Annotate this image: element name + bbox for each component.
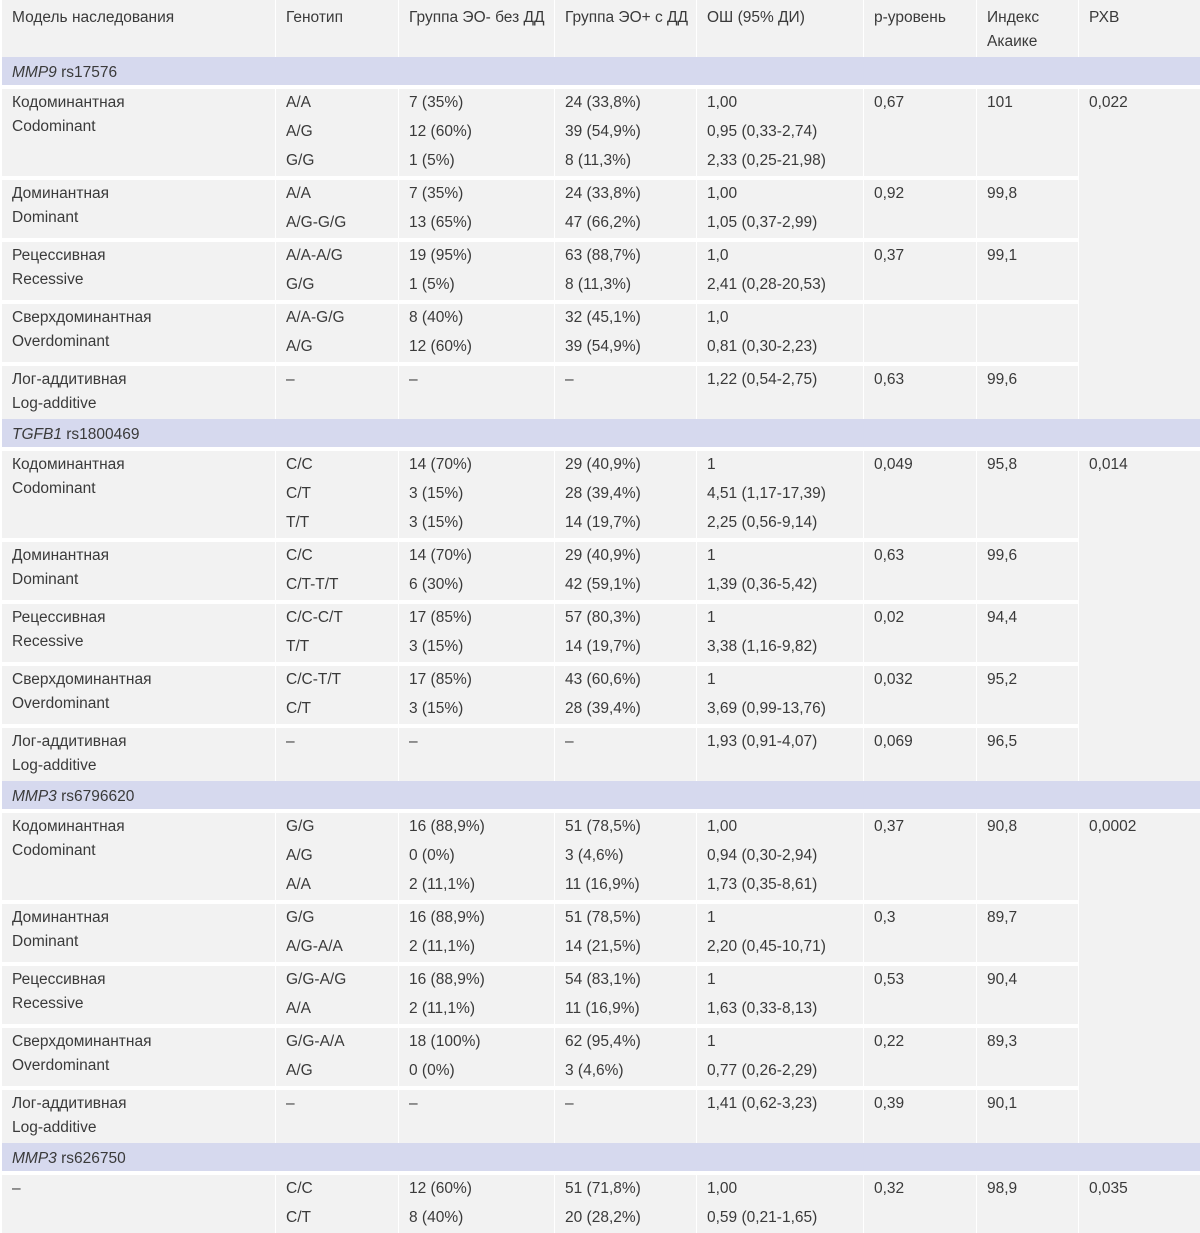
group2-value: 47 (66,2%) — [555, 209, 697, 238]
header-aic: Индекс Акаике — [977, 0, 1079, 57]
table-body — [2, 0, 1200, 1233]
aic-value: 90,1 — [977, 1086, 1079, 1143]
model-name-ru: Сверхдоминантная — [12, 1033, 152, 1050]
model-name — [2, 538, 276, 600]
genotype: A/G — [276, 333, 399, 362]
group1-value: 12 (60%) — [399, 333, 555, 362]
genotype: C/T — [276, 1204, 399, 1233]
model-name — [2, 600, 276, 662]
odds-ratio: 2,20 (0,45-10,71) — [697, 933, 864, 962]
model-name — [2, 962, 276, 1024]
odds-ratio: 1,63 (0,33-8,13) — [697, 995, 864, 1024]
model-name — [2, 900, 276, 962]
aic-value: 99,6 — [977, 538, 1079, 600]
table-row — [2, 176, 1200, 209]
group2-value: 14 (19,7%) — [555, 633, 697, 662]
aic-value: 99,6 — [977, 362, 1079, 419]
group2-value: 8 (11,3%) — [555, 271, 697, 300]
model-name-en: Log-additive — [12, 757, 97, 774]
genotype: C/T — [276, 695, 399, 724]
aic-value: 94,4 — [977, 600, 1079, 662]
odds-ratio: 0,77 (0,26-2,29) — [697, 1057, 864, 1086]
odds-ratio: 1,0 — [697, 238, 864, 271]
p-value: 0,37 — [864, 809, 977, 900]
genotype: C/C — [276, 538, 399, 571]
p-value: 0,02 — [864, 600, 977, 662]
p-value: 0,032 — [864, 662, 977, 724]
group2-value: 57 (80,3%) — [555, 600, 697, 633]
p-value: 0,67 — [864, 85, 977, 176]
model-name-ru: Лог-аддитивная — [12, 371, 127, 388]
model-name — [2, 662, 276, 724]
group2-value: 29 (40,9%) — [555, 447, 697, 480]
p-value: 0,92 — [864, 176, 977, 238]
aic-value — [977, 300, 1079, 362]
odds-ratio: 2,41 (0,28-20,53) — [697, 271, 864, 300]
header-model: Модель наследования — [2, 0, 276, 57]
section-row — [2, 1143, 1200, 1171]
group1-value: 3 (15%) — [399, 695, 555, 724]
model-name-en: Recessive — [12, 633, 84, 650]
section-row — [2, 57, 1200, 85]
model-name — [2, 724, 276, 781]
genotype: G/G — [276, 271, 399, 300]
odds-ratio: 1 — [697, 662, 864, 695]
pxv-value: 0,022 — [1079, 85, 1200, 419]
snp-id: rs6796620 — [56, 788, 135, 805]
group1-value: 2 (11,1%) — [399, 995, 555, 1024]
group1-value: – — [399, 1086, 555, 1143]
table-row — [2, 600, 1200, 633]
group2-value: 14 (19,7%) — [555, 509, 697, 538]
section-row — [2, 419, 1200, 447]
genotype: C/T-T/T — [276, 571, 399, 600]
genotype: G/G-A/A — [276, 1024, 399, 1057]
group1-value: 16 (88,9%) — [399, 962, 555, 995]
odds-ratio: 1 — [697, 538, 864, 571]
group1-value: 7 (35%) — [399, 176, 555, 209]
gene-name: TGFB1 — [12, 426, 62, 443]
model-name-ru: Кодоминантная — [12, 818, 125, 835]
group2-value: 54 (83,1%) — [555, 962, 697, 995]
genotype: A/G — [276, 1057, 399, 1086]
aic-value: 89,3 — [977, 1024, 1079, 1086]
genotype: C/C-C/T — [276, 600, 399, 633]
genotype: A/A — [276, 871, 399, 900]
header-row — [2, 0, 1200, 57]
model-name-ru: Сверхдоминантная — [12, 671, 152, 688]
model-name-ru: Лог-аддитивная — [12, 733, 127, 750]
model-name — [2, 238, 276, 300]
snp-id: rs17576 — [56, 64, 118, 81]
table-row — [2, 809, 1200, 842]
section-row — [2, 781, 1200, 809]
p-value: 0,53 — [864, 962, 977, 1024]
model-name-ru: Кодоминантная — [12, 94, 125, 111]
table-row — [2, 900, 1200, 933]
p-value: 0,3 — [864, 900, 977, 962]
aic-value: 95,2 — [977, 662, 1079, 724]
gene-name: MMP3 — [12, 788, 57, 805]
odds-ratio: 1 — [697, 962, 864, 995]
group1-value: 0 (0%) — [399, 842, 555, 871]
genotype: – — [276, 724, 399, 781]
model-name-ru: Кодоминантная — [12, 456, 125, 473]
model-name-en: Dominant — [12, 571, 79, 588]
aic-value: 101 — [977, 85, 1079, 176]
genotype: G/G-A/G — [276, 962, 399, 995]
genotype: C/C — [276, 1171, 399, 1204]
odds-ratio: 1,93 (0,91-4,07) — [697, 724, 864, 781]
group2-value: 42 (59,1%) — [555, 571, 697, 600]
group1-value: 3 (15%) — [399, 633, 555, 662]
odds-ratio: 1,00 — [697, 1171, 864, 1204]
model-name — [2, 1171, 276, 1233]
model-name-ru: – — [12, 1180, 21, 1197]
model-name-en: Codominant — [12, 842, 96, 859]
genotype: A/G-G/G — [276, 209, 399, 238]
odds-ratio: 3,38 (1,16-9,82) — [697, 633, 864, 662]
group2-value: 14 (21,5%) — [555, 933, 697, 962]
table-row — [2, 1086, 1200, 1143]
aic-value: 90,4 — [977, 962, 1079, 1024]
genotype: A/G-A/A — [276, 933, 399, 962]
group2-value: 51 (78,5%) — [555, 809, 697, 842]
genotype: G/G — [276, 147, 399, 176]
model-name-ru: Доминантная — [12, 547, 110, 564]
group1-value: 16 (88,9%) — [399, 900, 555, 933]
section-title — [2, 419, 1200, 447]
group2-value: 20 (28,2%) — [555, 1204, 697, 1233]
odds-ratio: 2,25 (0,56-9,14) — [697, 509, 864, 538]
table-row — [2, 85, 1200, 118]
group1-value: 3 (15%) — [399, 480, 555, 509]
aic-value: 90,8 — [977, 809, 1079, 900]
group2-value: 8 (11,3%) — [555, 147, 697, 176]
pxv-value: 0,035 — [1079, 1171, 1200, 1233]
group1-value: 16 (88,9%) — [399, 809, 555, 842]
group2-value: 28 (39,4%) — [555, 695, 697, 724]
odds-ratio: 1,22 (0,54-2,75) — [697, 362, 864, 419]
group2-value: 28 (39,4%) — [555, 480, 697, 509]
p-value: 0,069 — [864, 724, 977, 781]
header-or: ОШ (95% ДИ) — [697, 0, 864, 57]
header-genotype: Генотип — [276, 0, 399, 57]
genotype: – — [276, 362, 399, 419]
odds-ratio: 0,95 (0,33-2,74) — [697, 118, 864, 147]
group2-value: 24 (33,8%) — [555, 85, 697, 118]
genotype: A/G — [276, 842, 399, 871]
odds-ratio: 1,39 (0,36-5,42) — [697, 571, 864, 600]
group1-value: – — [399, 724, 555, 781]
group1-value: 19 (95%) — [399, 238, 555, 271]
snp-id: rs1800469 — [61, 426, 140, 443]
odds-ratio: 4,51 (1,17-17,39) — [697, 480, 864, 509]
section-title — [2, 1143, 1200, 1171]
pxv-value: 0,014 — [1079, 447, 1200, 781]
p-value: 0,32 — [864, 1171, 977, 1233]
model-name-en: Log-additive — [12, 1119, 97, 1136]
table-row — [2, 962, 1200, 995]
genotype: – — [276, 1086, 399, 1143]
group1-value: 1 (5%) — [399, 147, 555, 176]
model-name-en: Overdominant — [12, 333, 110, 350]
model-name-en: Codominant — [12, 480, 96, 497]
odds-ratio: 1,41 (0,62-3,23) — [697, 1086, 864, 1143]
genotype: A/G — [276, 118, 399, 147]
table-row — [2, 300, 1200, 333]
group2-value: 51 (78,5%) — [555, 900, 697, 933]
group2-value: 63 (88,7%) — [555, 238, 697, 271]
group2-value: 3 (4,6%) — [555, 1057, 697, 1086]
genotype: A/A — [276, 85, 399, 118]
model-name — [2, 300, 276, 362]
section-title — [2, 781, 1200, 809]
group1-value: 1 (5%) — [399, 271, 555, 300]
model-name — [2, 176, 276, 238]
model-name-ru: Сверхдоминантная — [12, 309, 152, 326]
odds-ratio: 1 — [697, 900, 864, 933]
model-name-ru: Рецессивная — [12, 609, 106, 626]
p-value: 0,22 — [864, 1024, 977, 1086]
model-name-en: Recessive — [12, 271, 84, 288]
odds-ratio: 0,59 (0,21-1,65) — [697, 1204, 864, 1233]
aic-value: 98,9 — [977, 1171, 1079, 1233]
genotype: A/A-A/G — [276, 238, 399, 271]
group2-value: 24 (33,8%) — [555, 176, 697, 209]
model-name-ru: Рецессивная — [12, 247, 106, 264]
group2-value: – — [555, 1086, 697, 1143]
table-row — [2, 1024, 1200, 1057]
aic-value: 99,1 — [977, 238, 1079, 300]
p-value: 0,63 — [864, 362, 977, 419]
gene-name: MMP9 — [12, 64, 57, 81]
genotype: C/C-T/T — [276, 662, 399, 695]
model-name-en: Dominant — [12, 209, 79, 226]
odds-ratio: 1,00 — [697, 85, 864, 118]
odds-ratio: 1 — [697, 447, 864, 480]
group2-value: – — [555, 724, 697, 781]
aic-value: 89,7 — [977, 900, 1079, 962]
model-name-ru: Рецессивная — [12, 971, 106, 988]
model-name-en: Overdominant — [12, 695, 110, 712]
aic-value: 96,5 — [977, 724, 1079, 781]
group2-value: 39 (54,9%) — [555, 118, 697, 147]
group2-value: 43 (60,6%) — [555, 662, 697, 695]
genetic-models-table — [2, 0, 1200, 1233]
p-value: 0,39 — [864, 1086, 977, 1143]
odds-ratio: 1,05 (0,37-2,99) — [697, 209, 864, 238]
header-group2: Группа ЭО+ с ДД — [555, 0, 697, 57]
model-name — [2, 362, 276, 419]
p-value: 0,63 — [864, 538, 977, 600]
model-name-en: Dominant — [12, 933, 79, 950]
group1-value: 17 (85%) — [399, 662, 555, 695]
odds-ratio: 0,81 (0,30-2,23) — [697, 333, 864, 362]
snp-id: rs626750 — [56, 1150, 126, 1167]
genotype: A/A-G/G — [276, 300, 399, 333]
genotype: C/C — [276, 447, 399, 480]
group1-value: 2 (11,1%) — [399, 933, 555, 962]
group1-value: 18 (100%) — [399, 1024, 555, 1057]
group2-value: 3 (4,6%) — [555, 842, 697, 871]
group1-value: 14 (70%) — [399, 447, 555, 480]
model-name-en: Log-additive — [12, 395, 97, 412]
aic-value: 99,8 — [977, 176, 1079, 238]
header-group1: Группа ЭО- без ДД — [399, 0, 555, 57]
group1-value: – — [399, 362, 555, 419]
group2-value: 29 (40,9%) — [555, 538, 697, 571]
group2-value: 32 (45,1%) — [555, 300, 697, 333]
aic-value: 95,8 — [977, 447, 1079, 538]
group2-value: – — [555, 362, 697, 419]
table-row — [2, 238, 1200, 271]
model-name — [2, 1086, 276, 1143]
model-name-ru: Доминантная — [12, 909, 110, 926]
group1-value: 8 (40%) — [399, 1204, 555, 1233]
table-row — [2, 447, 1200, 480]
odds-ratio: 1,73 (0,35-8,61) — [697, 871, 864, 900]
odds-ratio: 1 — [697, 1024, 864, 1057]
table-row — [2, 662, 1200, 695]
odds-ratio: 0,94 (0,30-2,94) — [697, 842, 864, 871]
odds-ratio: 1,0 — [697, 300, 864, 333]
group2-value: 11 (16,9%) — [555, 871, 697, 900]
model-name-ru: Доминантная — [12, 185, 110, 202]
group1-value: 7 (35%) — [399, 85, 555, 118]
model-name — [2, 85, 276, 176]
odds-ratio: 1,00 — [697, 176, 864, 209]
odds-ratio: 1 — [697, 600, 864, 633]
p-value: 0,37 — [864, 238, 977, 300]
group1-value: 6 (30%) — [399, 571, 555, 600]
group1-value: 17 (85%) — [399, 600, 555, 633]
group2-value: 51 (71,8%) — [555, 1171, 697, 1204]
model-name-en: Recessive — [12, 995, 84, 1012]
header-pxv: РХВ — [1079, 0, 1200, 57]
genotype: A/A — [276, 176, 399, 209]
genotype: T/T — [276, 509, 399, 538]
group2-value: 11 (16,9%) — [555, 995, 697, 1024]
p-value — [864, 300, 977, 362]
group1-value: 12 (60%) — [399, 118, 555, 147]
genotype: A/A — [276, 995, 399, 1024]
table-row — [2, 724, 1200, 781]
table-row — [2, 538, 1200, 571]
header-p: p-уровень — [864, 0, 977, 57]
group1-value: 12 (60%) — [399, 1171, 555, 1204]
group1-value: 13 (65%) — [399, 209, 555, 238]
group1-value: 8 (40%) — [399, 300, 555, 333]
model-name-ru: Лог-аддитивная — [12, 1095, 127, 1112]
odds-ratio: 1,00 — [697, 809, 864, 842]
group1-value: 2 (11,1%) — [399, 871, 555, 900]
model-name — [2, 809, 276, 900]
genotype: C/T — [276, 480, 399, 509]
pxv-value: 0,0002 — [1079, 809, 1200, 1143]
genotype: T/T — [276, 633, 399, 662]
odds-ratio: 2,33 (0,25-21,98) — [697, 147, 864, 176]
model-name — [2, 1024, 276, 1086]
group2-value: 39 (54,9%) — [555, 333, 697, 362]
odds-ratio: 3,69 (0,99-13,76) — [697, 695, 864, 724]
model-name-en: Codominant — [12, 118, 96, 135]
group2-value: 62 (95,4%) — [555, 1024, 697, 1057]
group1-value: 14 (70%) — [399, 538, 555, 571]
genotype: G/G — [276, 900, 399, 933]
model-name — [2, 447, 276, 538]
gene-name: MMP3 — [12, 1150, 57, 1167]
section-title — [2, 57, 1200, 85]
model-name-en: Overdominant — [12, 1057, 110, 1074]
table-row — [2, 362, 1200, 419]
table-row — [2, 1171, 1200, 1204]
group1-value: 3 (15%) — [399, 509, 555, 538]
genotype: G/G — [276, 809, 399, 842]
group1-value: 0 (0%) — [399, 1057, 555, 1086]
p-value: 0,049 — [864, 447, 977, 538]
